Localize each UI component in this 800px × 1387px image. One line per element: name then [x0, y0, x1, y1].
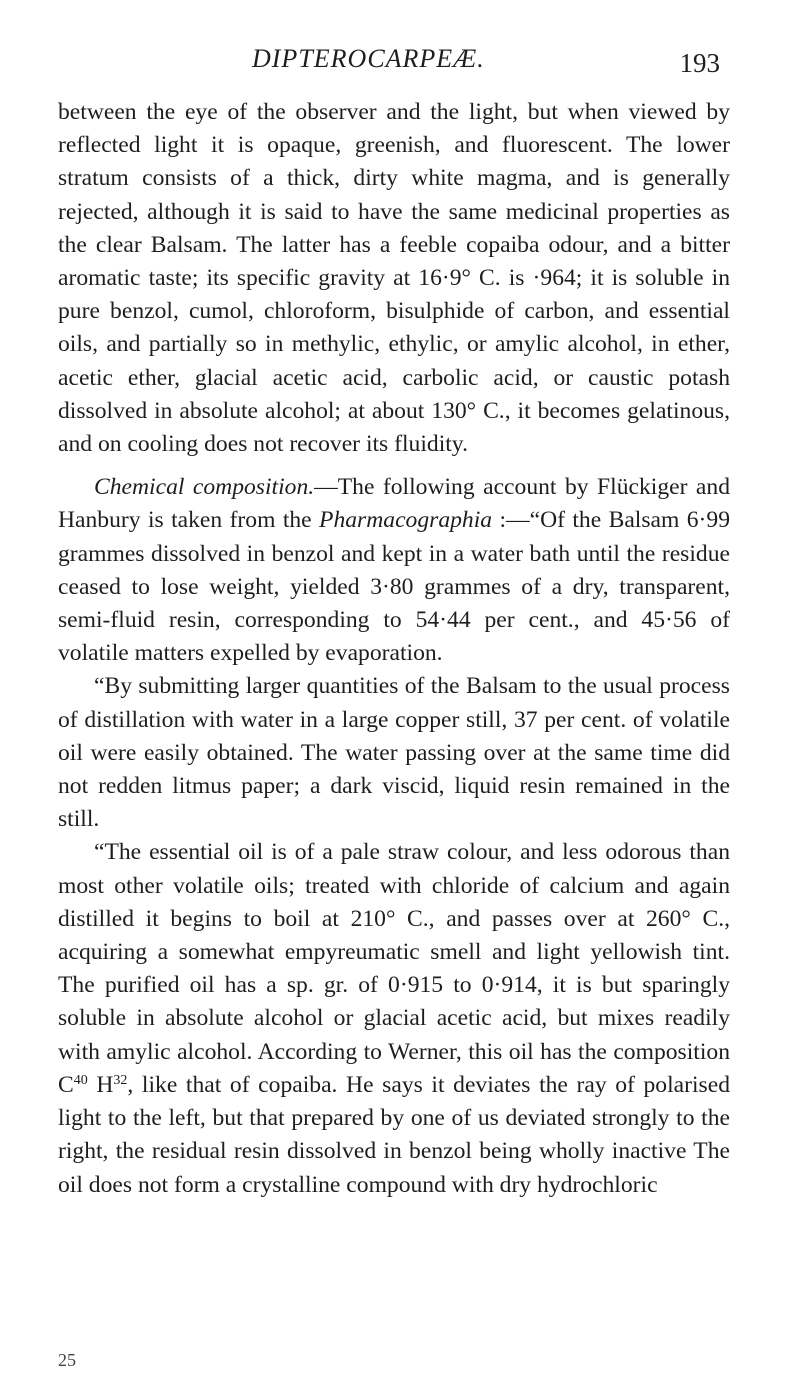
running-title: DIPTEROCARPEÆ.: [252, 44, 485, 73]
paragraph-quote-text: :—“Of the Balsam 6·99 grammes dissolved in benzol and kept in a water bath until the residue ceased to lose weight, yielded 3·80 grammes of a dry, transparent, semi-fluid resin, corresponding to 54·44 per cent., and 45·56 of volatile matters expelled by evaporation.: [58, 507, 730, 667]
formula-superscript-h: 32: [113, 1072, 128, 1088]
essential-oil-text-c: , like that of copaiba. He says it deviates the ray of polarised light to the left, but that prepared by one of us deviated strongly to the right, the residual resin dissolved in benzol being wholly inactive The oil does not form a crystalline compound with dry hydrochloric: [58, 1071, 730, 1198]
paragraph-distillation: “By submitting larger quantities of the Balsam to the usual process of distillation with water in a large copper still, 37 per cent. of volatile oil were easily obtained. The water passing over at the same time did not redden litmus paper; a dark viscid, liquid resin remained in the still.: [58, 673, 730, 833]
book-title-pharmacographia: Pharmacographia: [319, 507, 493, 534]
essential-oil-text-a: “The essential oil is of a pale straw colour, and less odorous than most other volatile oils; treated with chloride of calcium and again distilled it begins to boil at 210° C., and passes over at 260° C., acquiring a somewhat empyreumatic smell and light yellowish tint. The purified oil has a sp. gr. of 0·915 to 0·914, it is but sparingly soluble in absolute alcohol or glacial acetic acid, but mixes readily with amylic alcohol. According to Werner, this oil has the composition C: [58, 839, 730, 1098]
page-number: 193: [679, 48, 720, 78]
paragraph-chemical-composition: [58, 471, 730, 670]
body-text: [58, 96, 730, 1202]
paragraph-intro-text: —The following account by Flückiger and Hanbury is taken from the: [58, 474, 730, 534]
paragraph-essential-oil: [58, 836, 730, 1201]
section-lead-heading: Chemical composition.: [94, 474, 315, 501]
essential-oil-text-b: H: [87, 1071, 114, 1098]
formula-superscript-c: 40: [73, 1072, 88, 1088]
paragraph-balsam-properties: between the eye of the observer and the light, but when viewed by reflected light it is opaque, greenish, and fluorescent. The lower stratum consists of a thick, dirty white magma, and is generally rejected, although it is said to have the same medicinal properties as the clear Balsam. The latter has a feeble copaiba odour, and a bitter aromatic taste; its specific gravity at 16·9° C. is ·964; it is soluble in pure benzol, cumol, chloroform, bisulphide of carbon, and essential oils, and partially so in methylic, ethylic, or amylic alcohol, in ether, acetic ether, glacial acetic acid, carbolic acid, or caustic potash dissolved in absolute alcohol; at about 130° C., it becomes gelatinous, and on cooling does not recover its fluidity.: [58, 99, 730, 458]
signature-mark: 25: [58, 1350, 76, 1370]
page-header: [120, 40, 720, 90]
